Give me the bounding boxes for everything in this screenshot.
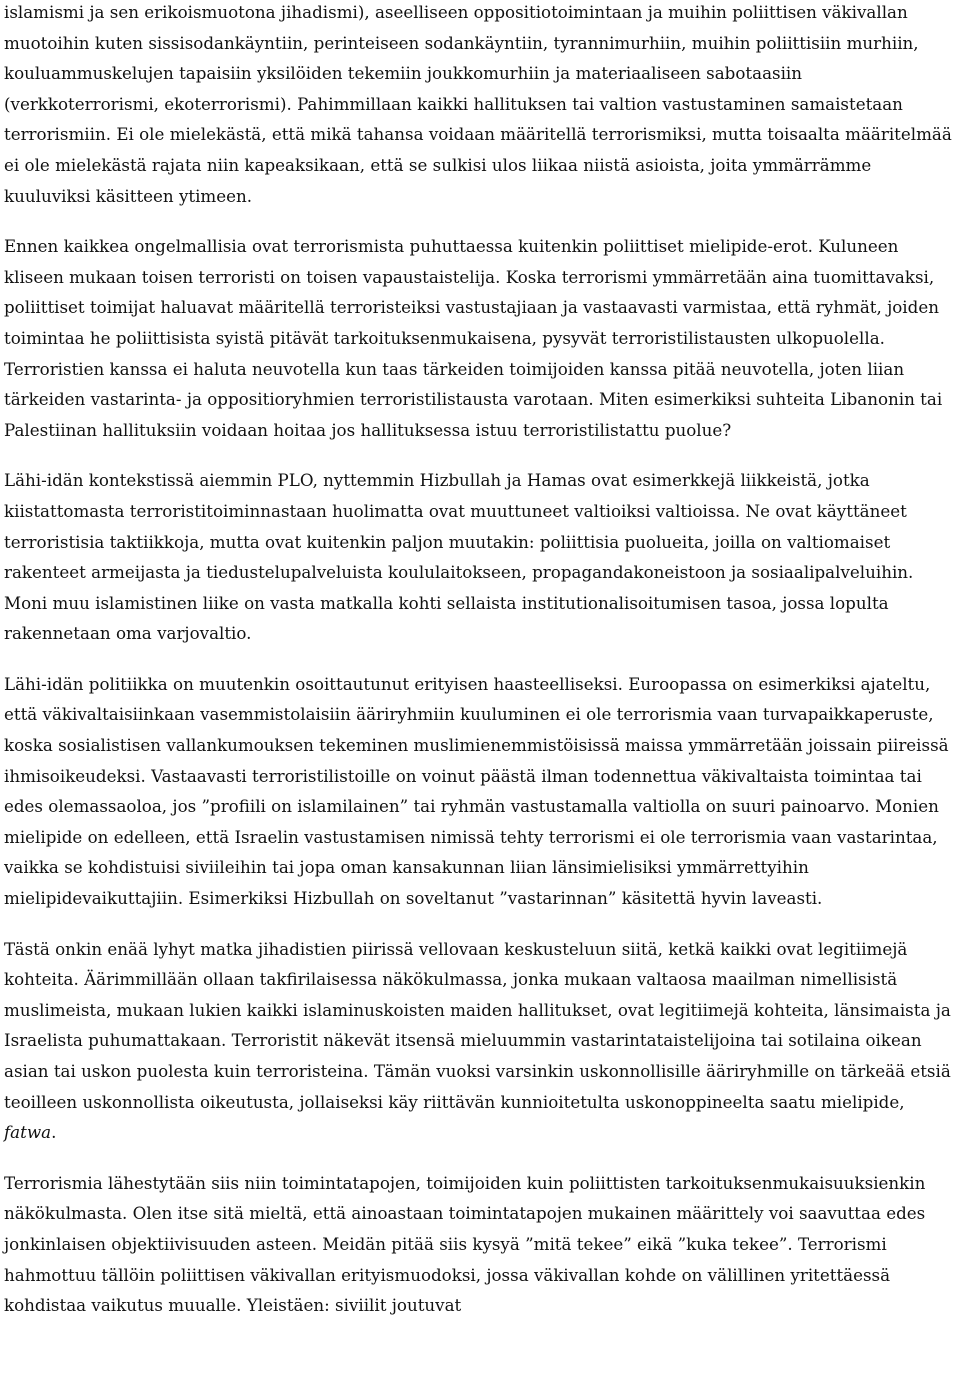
- paragraph-2: [4, 231, 956, 445]
- paragraph-5-tail: .: [51, 1122, 57, 1143]
- paragraph-4: [4, 669, 956, 914]
- paragraph-1-text: islamismi ja sen erikoismuotona jihadismi), aseelliseen oppositiotoimintaan ja muihin poliittisen väkivallan muotoihin kuten sissisodankäyntiin, perinteiseen sodankäyntiin, tyrannimurhiin, muihin poliittisiin murhiin, kouluammuskelujen tapaisiin yksilöiden tekemiin joukkomurhiin ja materiaaliseen sabotaasiin (verkkoterrorismi, ekoterrorismi). Pahimmillaan kaikki hallituksen tai valtion vastustaminen samaistetaan terrorismiin. Ei ole mielekästä, että mikä tahansa voidaan määritellä terrorismiksi, mutta toisaalta määritelmää ei ole mielekästä rajata niin kapeaksikaan, että se sulkisi ulos liikaa niistä asioista, joita ymmärrämme kuuluviksi käsitteen ytimeen.: [4, 2, 952, 206]
- paragraph-5-text: Tästä onkin enää lyhyt matka jihadistien piirissä vellovaan keskusteluun siitä, ketkä kaikki ovat legitiimejä kohteita. Äärimmillään ollaan takfirilaisessa näkökulmassa, jonka mukaan valtaosa maailman nimellisistä muslimeista, mukaan lukien kaikki islaminuskoisten maiden hallitukset, ovat legitiimejä kohteita, länsimaista ja Israelista puhumattakaan. Terroristit näkevät itsensä mieluummin vastarintataistelijoina tai sotilaina oikean asian tai uskon puolesta kuin terroristeina. Tämän vuoksi varsinkin uskonnollisille ääriryhmille on tärkeää etsiä teoilleen uskonnollista oikeutusta, jollaiseksi käy riittävän kunnioitetulta uskonoppineelta saatu mielipide,: [4, 938, 951, 1112]
- paragraph-5-emphasis: fatwa: [4, 1122, 52, 1143]
- paragraph-6: [4, 1168, 956, 1321]
- paragraph-5: [4, 934, 956, 1148]
- paragraph-1: [4, 0, 956, 211]
- paragraph-2-text: Ennen kaikkea ongelmallisia ovat terrorismista puhuttaessa kuitenkin poliittiset mielipide-erot. Kuluneen kliseen mukaan toisen terroristi on toisen vapaustaistelija. Koska terrorismi ymmärretään aina tuomittavaksi, poliittiset toimijat haluavat määritellä terroristeiksi vastustajiaan ja vastaavasti varmistaa, että ryhmät, joiden toimintaa he poliittisista syistä pitävät tarkoituksenmukaisena, pysyvät terroristilistausten ulkopuolella. Terroristien kanssa ei haluta neuvotella kun taas tärkeiden toimijoiden kanssa pitää neuvotella, joten liian tärkeiden vastarinta- ja oppositioryhmien terroristilistausta varotaan. Miten esimerkiksi suhteita Libanonin tai Palestiinan hallituksiin voidaan hoitaa jos hallituksessa istuu terroristilistattu puolue?: [4, 236, 943, 440]
- paragraph-4-text: Lähi-idän politiikka on muutenkin osoittautunut erityisen haasteelliseksi. Euroopassa on esimerkiksi ajateltu, että väkivaltaisiinkaan vasemmistolaisiin ääriryhmiin kuuluminen ei ole terrorismia vaan turvapaikkaperuste, koska sosialistisen vallankumouksen tekeminen muslimienemmistöisissä maissa ymmärretään joissain piireissä ihmisoikeudeksi. Vastaavasti terroristilistoille on voinut päästä ilman todennettua väkivaltaista toimintaa tai edes olemassaoloa, jos ”profiili on islamilainen” tai ryhmän vastustamalla valtiolla on suuri painoarvo. Monien mielipide on edelleen, että Israelin vastustamisen nimissä tehty terrorismi ei ole terrorismia vaan vastarintaa, vaikka se kohdistuisi siviileihin tai jopa oman kansakunnan liian länsimielisiksi ymmärrettyihin mielipidevaikuttajiin. Esimerkiksi Hizbullah on soveltanut ”vastarinnan” käsitettä hyvin laveasti.: [4, 673, 949, 909]
- paragraph-3-text: Lähi-idän kontekstissä aiemmin PLO, nyttemmin Hizbullah ja Hamas ovat esimerkkejä liikkeistä, jotka kiistattomasta terroristitoiminnastaan huolimatta ovat muuttuneet valtioiksi valtioissa. Ne ovat käyttäneet terroristisia taktiikkoja, mutta ovat kuitenkin paljon muutakin: poliittisia puolueita, joilla on valtiomaiset rakenteet armeijasta ja tiedustelupalveluista koululaitokseen, propagandakoneistoon ja sosiaalipalveluihin. Moni muu islamistinen liike on vasta matkalla kohti sellaista institutionalisoitumisen tasoa, jossa lopulta rakennetaan oma varjovaltio.: [4, 470, 914, 644]
- paragraph-3: [4, 465, 956, 649]
- paragraph-6-text: Terrorismia lähestytään siis niin toimintatapojen, toimijoiden kuin poliittisten tarkoituksenmukaisuuksienkin näkökulmasta. Olen itse sitä mieltä, että ainoastaan toimintatapojen mukainen määrittely voi saavuttaa edes jonkinlaisen objektiivisuuden asteen. Meidän pitää siis kysyä ”mitä tekee” eikä ”kuka tekee”. Terrorismi hahmottuu tällöin poliittisen väkivallan erityismuodoksi, jossa väkivallan kohde on välillinen yritettäessä kohdistaa vaikutus muualle. Yleistäen: siviilit joutuvat: [4, 1172, 926, 1316]
